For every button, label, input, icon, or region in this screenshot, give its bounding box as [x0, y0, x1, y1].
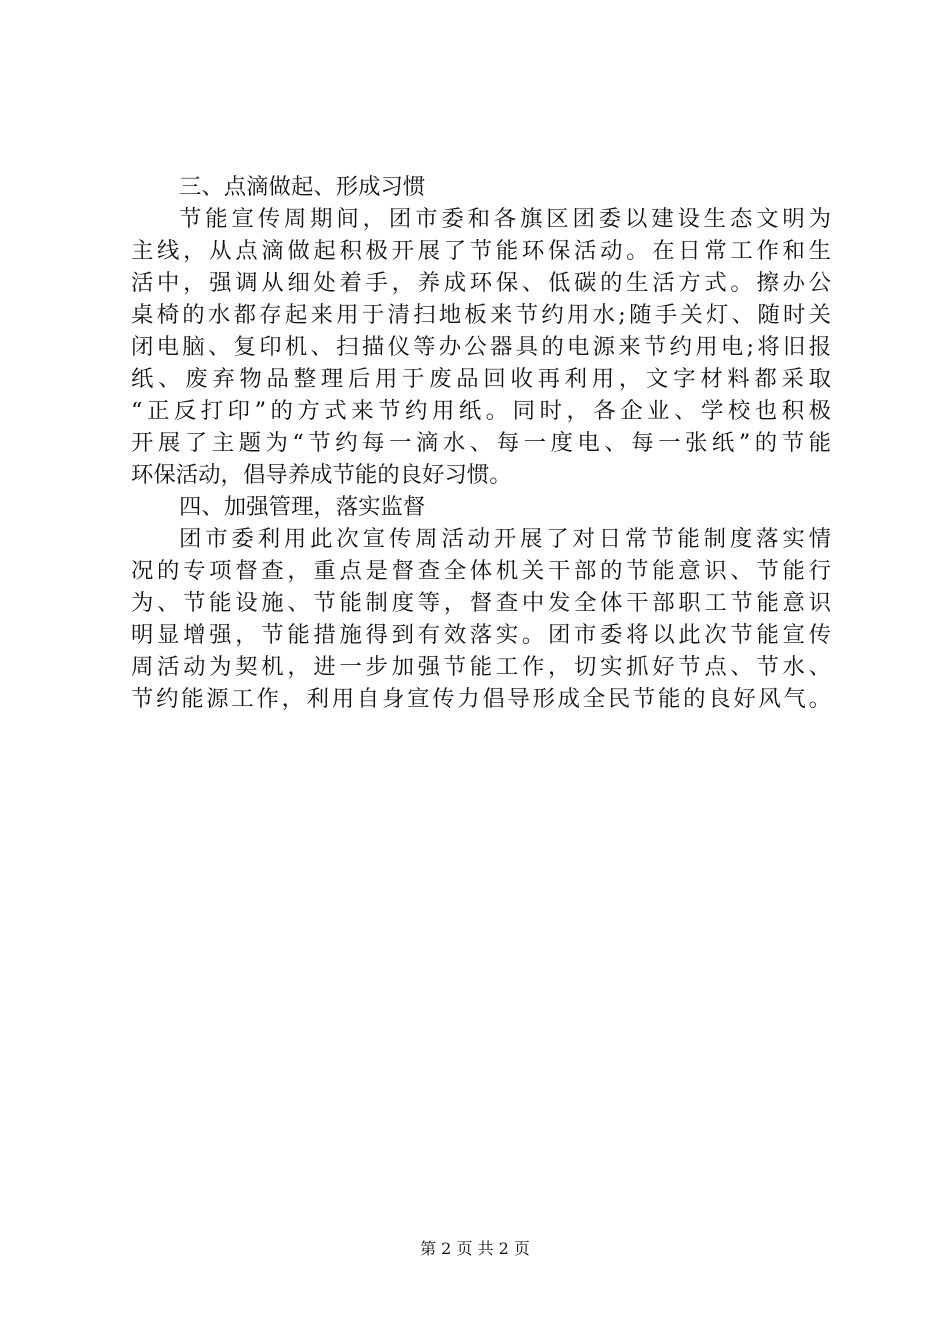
page-number-footer: 第 2 页 共 2 页 [420, 1239, 530, 1258]
paragraph-line: 桌椅的水都存起来用于清扫地板来节约用水;随手关灯、随时关 [131, 302, 831, 328]
paragraph-line: 团市委利用此次宣传周活动开展了对日常节能制度落实情 [179, 526, 831, 552]
paragraph-line: “正反打印”的方式来节约用纸。同时，各企业、学校也积极 [131, 398, 831, 424]
paragraph-line: 节能宣传周期间，团市委和各旗区团委以建设生态文明为 [179, 206, 831, 232]
paragraph-line: 况的专项督查，重点是督查全体机关干部的节能意识、节能行 [131, 558, 831, 584]
paragraph-line: 节约能源工作，利用自身宣传力倡导形成全民节能的良好风气。 [131, 686, 831, 712]
paragraph-line: 为、节能设施、节能制度等，督查中发全体干部职工节能意识 [131, 590, 831, 616]
paragraph-line: 环保活动，倡导养成节能的良好习惯。 [131, 462, 512, 488]
document-body [131, 171, 831, 715]
paragraph-line: 明显增强，节能措施得到有效落实。团市委将以此次节能宣传 [131, 622, 831, 648]
section-heading-4: 四、加强管理，落实监督 [179, 494, 426, 520]
paragraph-line: 活中，强调从细处着手，养成环保、低碳的生活方式。擦办公 [131, 270, 831, 296]
paragraph-line: 周活动为契机，进一步加强节能工作，切实抓好节点、节水、 [131, 654, 831, 680]
paragraph-line: 开展了主题为“节约每一滴水、每一度电、每一张纸”的节能 [131, 430, 831, 456]
paragraph-line: 闭电脑、复印机、扫描仪等办公器具的电源来节约用电;将旧报 [131, 334, 831, 360]
section-heading-3: 三、点滴做起、形成习惯 [179, 174, 426, 200]
paragraph-line: 主线，从点滴做起积极开展了节能环保活动。在日常工作和生 [131, 238, 831, 264]
paragraph-line: 纸、废弃物品整理后用于废品回收再利用，文字材料都采取 [131, 366, 831, 392]
